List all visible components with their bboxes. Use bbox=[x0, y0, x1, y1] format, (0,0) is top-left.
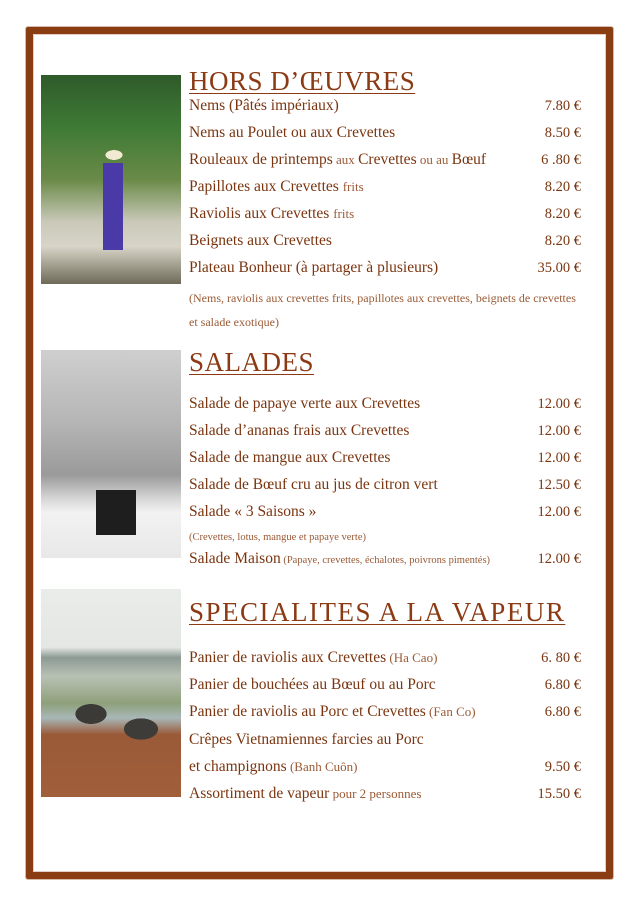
item-name: Salade de mangue aux Crevettes bbox=[189, 449, 391, 466]
menu-item bbox=[189, 758, 582, 782]
item-name: Salade d’ananas frais aux Crevettes bbox=[189, 422, 410, 439]
item-price: 12.00 € bbox=[537, 396, 581, 412]
item-note: (Crevettes, lotus, mangue et papaye verte) bbox=[189, 532, 366, 543]
item-name: Nems (Pâtés impériaux) bbox=[189, 97, 339, 114]
item-name-main: Panier de raviolis au Porc et Crevettes bbox=[189, 703, 426, 720]
item-name-connector: ou au bbox=[416, 152, 452, 167]
woman-sweeping-garden-photo bbox=[41, 75, 181, 284]
menu-item bbox=[189, 449, 582, 473]
item-name-main: Papillotes aux Crevettes bbox=[189, 178, 343, 195]
item-price: 7.80 € bbox=[544, 98, 581, 114]
item-name-detail: pour 2 personnes bbox=[329, 786, 422, 801]
menu-item bbox=[189, 97, 582, 121]
item-name-detail: frits bbox=[342, 179, 364, 194]
boatman-river-photo bbox=[41, 350, 181, 558]
item-name-main: Panier de raviolis aux Crevettes bbox=[189, 649, 387, 666]
water-buffalo-landscape-photo bbox=[41, 589, 181, 797]
item-note: (Nems, raviolis aux crevettes frits, papillotes aux crevettes, beignets de crevettes et salade exotique) bbox=[189, 291, 576, 329]
item-name: Salade « 3 Saisons » bbox=[189, 503, 317, 520]
item-price: 9.50 € bbox=[544, 759, 581, 775]
item-name: Panier de bouchées au Bœuf ou au Porc bbox=[189, 676, 436, 693]
item-price: 12.00 € bbox=[537, 423, 581, 439]
menu-item bbox=[189, 124, 582, 148]
menu-item bbox=[189, 476, 582, 500]
item-name-connector: aux bbox=[332, 152, 359, 167]
item-name bbox=[189, 205, 354, 223]
section-title-specialites-vapeur: SPECIALITES A LA VAPEUR bbox=[189, 597, 566, 627]
item-name-detail: (Banh Cuôn) bbox=[286, 759, 358, 774]
item-name-detail: (Ha Cao) bbox=[386, 650, 438, 665]
item-name bbox=[189, 178, 364, 196]
item-price: 8.20 € bbox=[544, 179, 581, 195]
item-name-main: Raviolis aux Crevettes bbox=[189, 205, 334, 222]
item-price: 6.80 € bbox=[544, 677, 581, 693]
item-name bbox=[189, 758, 358, 776]
item-price: 6.80 € bbox=[544, 704, 581, 720]
item-name-main: Crevettes bbox=[358, 151, 417, 168]
item-name bbox=[189, 703, 476, 721]
menu-item bbox=[189, 151, 582, 175]
item-name-main: Bœuf bbox=[451, 151, 487, 168]
item-price: 6 .80 € bbox=[541, 152, 581, 168]
menu-item bbox=[189, 731, 582, 755]
item-name bbox=[189, 151, 486, 169]
item-name bbox=[189, 550, 490, 568]
item-price: 8.20 € bbox=[544, 206, 581, 222]
menu-item bbox=[189, 395, 582, 419]
item-name-detail: (Papaye, crevettes, échalotes, poivrons pimentés) bbox=[280, 555, 491, 566]
item-name-detail: frits bbox=[333, 206, 355, 221]
item-name: Beignets aux Crevettes bbox=[189, 232, 332, 249]
item-name: Nems au Poulet ou aux Crevettes bbox=[189, 124, 396, 141]
menu-item bbox=[189, 785, 582, 809]
section-title-hors-doeuvres: HORS D’ŒUVRES bbox=[189, 66, 416, 96]
item-price: 8.20 € bbox=[544, 233, 581, 249]
section-title-salades: SALADES bbox=[189, 347, 315, 377]
item-name-main: et champignons bbox=[189, 758, 287, 775]
item-name bbox=[189, 785, 421, 803]
item-price: 12.00 € bbox=[537, 450, 581, 466]
item-name-main: Assortiment de vapeur bbox=[189, 785, 330, 802]
menu-item bbox=[189, 550, 582, 574]
item-price: 8.50 € bbox=[544, 125, 581, 141]
menu-item bbox=[189, 232, 582, 256]
item-name: Plateau Bonheur (à partager à plusieurs) bbox=[189, 259, 439, 276]
menu-item bbox=[189, 259, 582, 283]
menu-item bbox=[189, 178, 582, 202]
item-price: 35.00 € bbox=[537, 260, 581, 276]
item-name: Crêpes Vietnamiennes farcies au Porc bbox=[189, 731, 424, 748]
item-price: 12.00 € bbox=[537, 504, 581, 520]
item-price: 12.50 € bbox=[537, 477, 581, 493]
item-name-detail: (Fan Co) bbox=[425, 704, 476, 719]
item-price: 12.00 € bbox=[537, 551, 581, 567]
menu-item bbox=[189, 503, 582, 527]
item-name bbox=[189, 649, 437, 667]
menu-item bbox=[189, 649, 582, 673]
menu-item bbox=[189, 676, 582, 700]
item-name: Salade de papaye verte aux Crevettes bbox=[189, 395, 421, 412]
item-name-main: Rouleaux de printemps bbox=[189, 151, 333, 168]
menu-item bbox=[189, 703, 582, 727]
item-name-main: Salade Maison bbox=[189, 550, 281, 567]
menu-item bbox=[189, 205, 582, 229]
item-price: 6. 80 € bbox=[541, 650, 581, 666]
item-price: 15.50 € bbox=[537, 786, 581, 802]
menu-item bbox=[189, 422, 582, 446]
item-name: Salade de Bœuf cru au jus de citron vert bbox=[189, 476, 438, 493]
